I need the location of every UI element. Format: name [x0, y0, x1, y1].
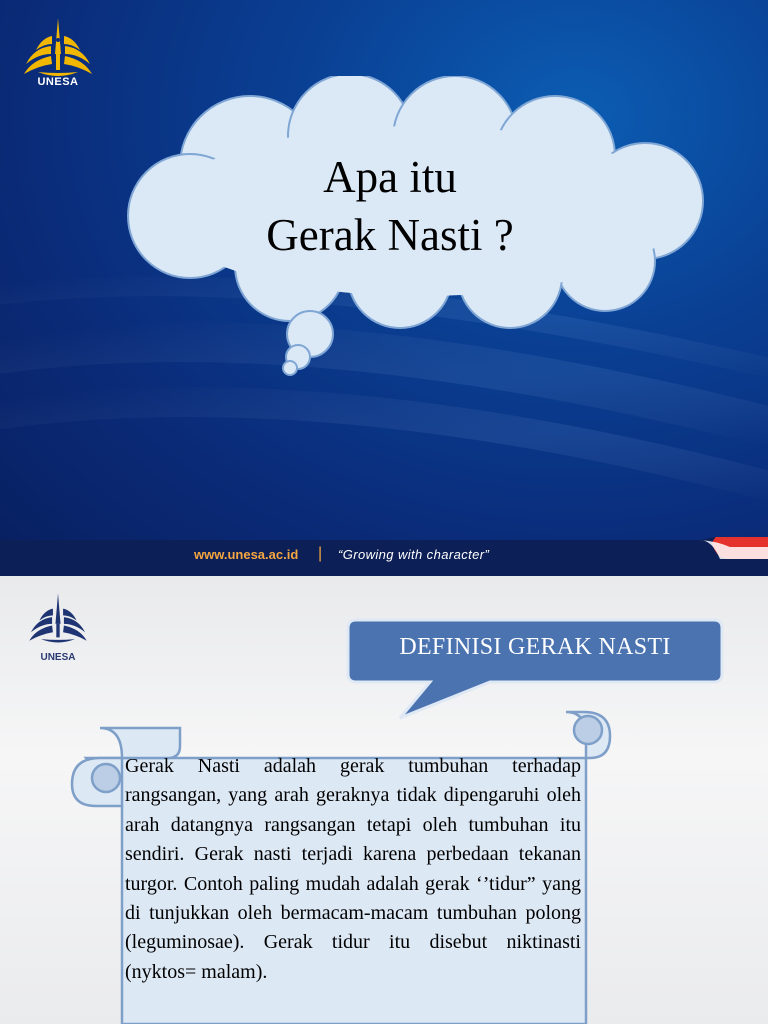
slide-question: [160, 148, 620, 264]
logo-label: UNESA: [40, 652, 76, 663]
slide-definition: [0, 576, 768, 1024]
footer-url[interactable]: www.unesa.ac.id: [194, 547, 299, 562]
definition-text: Gerak Nasti adalah gerak tumbuhan terhadap rangsangan, yang arah geraknya tidak dipengaruhi oleh arah datangnya rangsangan tetapi oleh tumbuhan itu sendiri. Gerak nasti terjadi karena perbedaan tekanan turgor. Contoh paling mudah adalah gerak ‘’tidur” yang di tunjukkan oleh bermacam-macam tumbuhan polong (leguminosae). Gerak tidur itu disebut niktinasti (nyktos= malam).: [125, 755, 581, 983]
slide-heading: DEFINISI GERAK NASTI: [399, 634, 671, 660]
footer-separator: |: [318, 545, 323, 562]
logo-label: UNESA: [37, 76, 79, 88]
footer-motto: “Growing with character”: [338, 547, 490, 562]
question-line-2: Gerak Nasti ?: [266, 210, 514, 260]
question-line-1: Apa itu: [323, 152, 457, 202]
unesa-logo: [22, 590, 94, 656]
